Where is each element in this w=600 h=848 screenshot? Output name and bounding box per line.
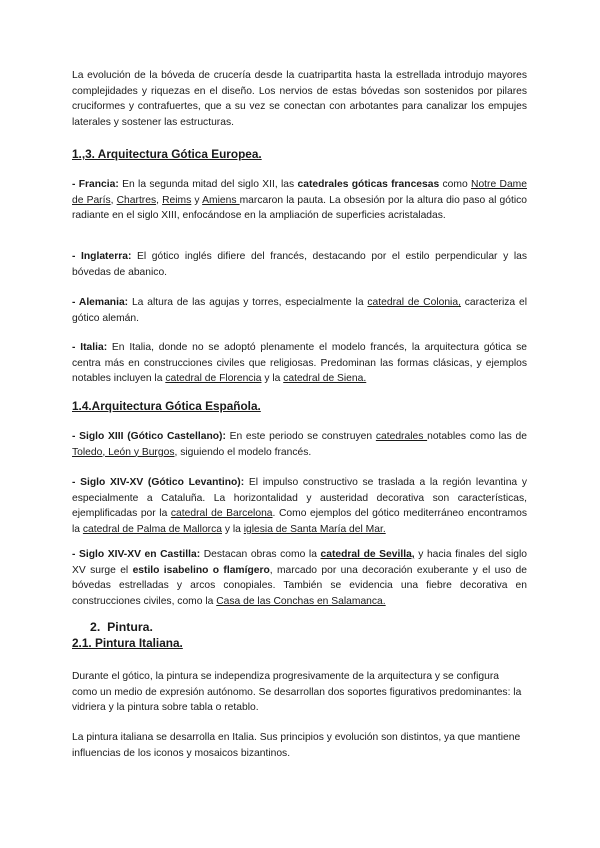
link-catedral-sevilla[interactable]: catedral de Sevilla, <box>320 549 415 560</box>
link-casa-conchas[interactable]: Casa de las Conchas en Salamanca. <box>216 595 386 607</box>
bold-estilo-isabelino: estilo isabelino o flamígero <box>132 564 270 576</box>
paragraph-pintura-1: Durante el gótico, la pintura se independiza progresivamente de la arquitectura y se configura como un medio de expresión autónomo. Se desarrollan dos soportes figurativos predominantes: la vidriera y la pintura sobre tabla o retablo. <box>72 671 522 714</box>
link-catedral-siena[interactable]: catedral de Siena. <box>283 373 367 385</box>
link-santa-maria-del-mar[interactable]: iglesia de Santa María del Mar. <box>243 523 386 535</box>
paragraph-italia: - Italia: En Italia, donde no se adoptó plenamente el modelo francés, la arquitectura gótica se centra más en construcciones civiles que religiosas. Predominan las formas clásicas, y ejemplos notables incluyen la catedral de Florencia y la catedral de Siena. <box>72 342 527 385</box>
label-inglaterra: - Inglaterra: <box>72 251 132 262</box>
paragraph-castilla: - Siglo XIV-XV en Castilla: Destacan obras como la catedral de Sevilla, y hacia finales del siglo XV surge el estilo isabelino o flamígero, marcado por una decoración exuberante y el uso de bóvedas estrelladas y arcos conopiales. También se evidencia una fiebre decorativa en construcciones civiles, como la Casa de las Conchas en Salamanca. <box>72 549 527 607</box>
intro-paragraph: La evolución de la bóveda de crucería desde la cuatripartita hasta la estrellada introdujo mayores complejidades y riquezas en el diseño. Los nervios de estas bóvedas son sostenidos por pilares cruciformes y contrafuertes, que a su vez se conectan con arbotantes para canalizar los empujes laterales y sostener las estructuras. <box>72 70 527 128</box>
label-gotico-levantino: - Siglo XIV-XV (Gótico Levantino): <box>72 477 245 488</box>
label-siglo-xiii: - Siglo XIII (Gótico Castellano): <box>72 431 226 442</box>
paragraph-francia: - Francia: En la segunda mitad del siglo XII, las catedrales góticas francesas como Notre Dame de París, Chartres, Reims y Amiens marcaron la pauta. La obsesión por la altura dio paso al gótico radiante en el siglo XIII, enfocándose en la ampliación de superficies acristaladas. <box>72 179 527 222</box>
paragraph-inglaterra: - Inglaterra: El gótico inglés difiere del francés, destacando por el estilo perpendicular y las bóvedas de abanico. <box>72 251 527 278</box>
link-catedrales[interactable]: catedrales <box>375 431 428 442</box>
link-notre-dame[interactable]: Notre Dame de París <box>72 179 527 206</box>
section-heading-2-1: 2.1. Pintura Italiana. <box>72 636 183 650</box>
link-amiens[interactable]: Amiens <box>202 194 240 206</box>
link-catedral-palma[interactable]: catedral de Palma de Mallorca <box>82 523 222 535</box>
link-catedral-colonia[interactable]: catedral de Colonia, <box>367 297 461 308</box>
link-reims[interactable]: Reims <box>162 194 192 206</box>
paragraph-alemania: - Alemania: La altura de las agujas y torres, especialmente la catedral de Colonia, caracteriza el gótico alemán. <box>72 297 527 324</box>
paragraph-gotico-levantino: - Siglo XIV-XV (Gótico Levantino): El impulso constructivo se traslada a la región levantina y especialmente a Cataluña. La horizontalidad y austeridad decorativa son características, ejemplificadas por la catedral de Barcelona. Como ejemplos del gótico mediterráneo encontramos la catedral de Palma de Mallorca y la iglesia de Santa María del Mar. <box>72 477 527 535</box>
paragraph-pintura-2: La pintura italiana se desarrolla en Italia. Sus principios y evolución son distintos, ya que mantiene influencias de los iconos y mosaicos bizantinos. <box>72 732 521 759</box>
label-castilla: - Siglo XIV-XV en Castilla: <box>72 549 201 560</box>
label-alemania: - Alemania: <box>72 297 129 308</box>
bold-catedrales-francesas: catedrales góticas francesas <box>297 179 440 190</box>
label-italia: - Italia: <box>72 342 108 353</box>
label-francia: - Francia: <box>72 179 119 190</box>
section-heading-1-4: 1.4.Arquitectura Gótica Española. <box>72 399 261 413</box>
section-heading-1-3: 1.,3. Arquitectura Gótica Europea. <box>72 147 262 161</box>
link-catedral-barcelona[interactable]: catedral de Barcelona <box>170 508 273 520</box>
link-catedral-florencia[interactable]: catedral de Florencia <box>165 373 262 385</box>
link-toledo-leon-burgos[interactable]: Toledo, León y Burgos <box>72 446 175 458</box>
link-chartres[interactable]: Chartres <box>116 194 157 206</box>
paragraph-siglo-xiii: - Siglo XIII (Gótico Castellano): En este periodo se construyen catedrales notables como las de Toledo, León y Burgos, siguiendo el modelo francés. <box>72 431 527 458</box>
section-heading-2: 2. Pintura. <box>90 620 153 634</box>
